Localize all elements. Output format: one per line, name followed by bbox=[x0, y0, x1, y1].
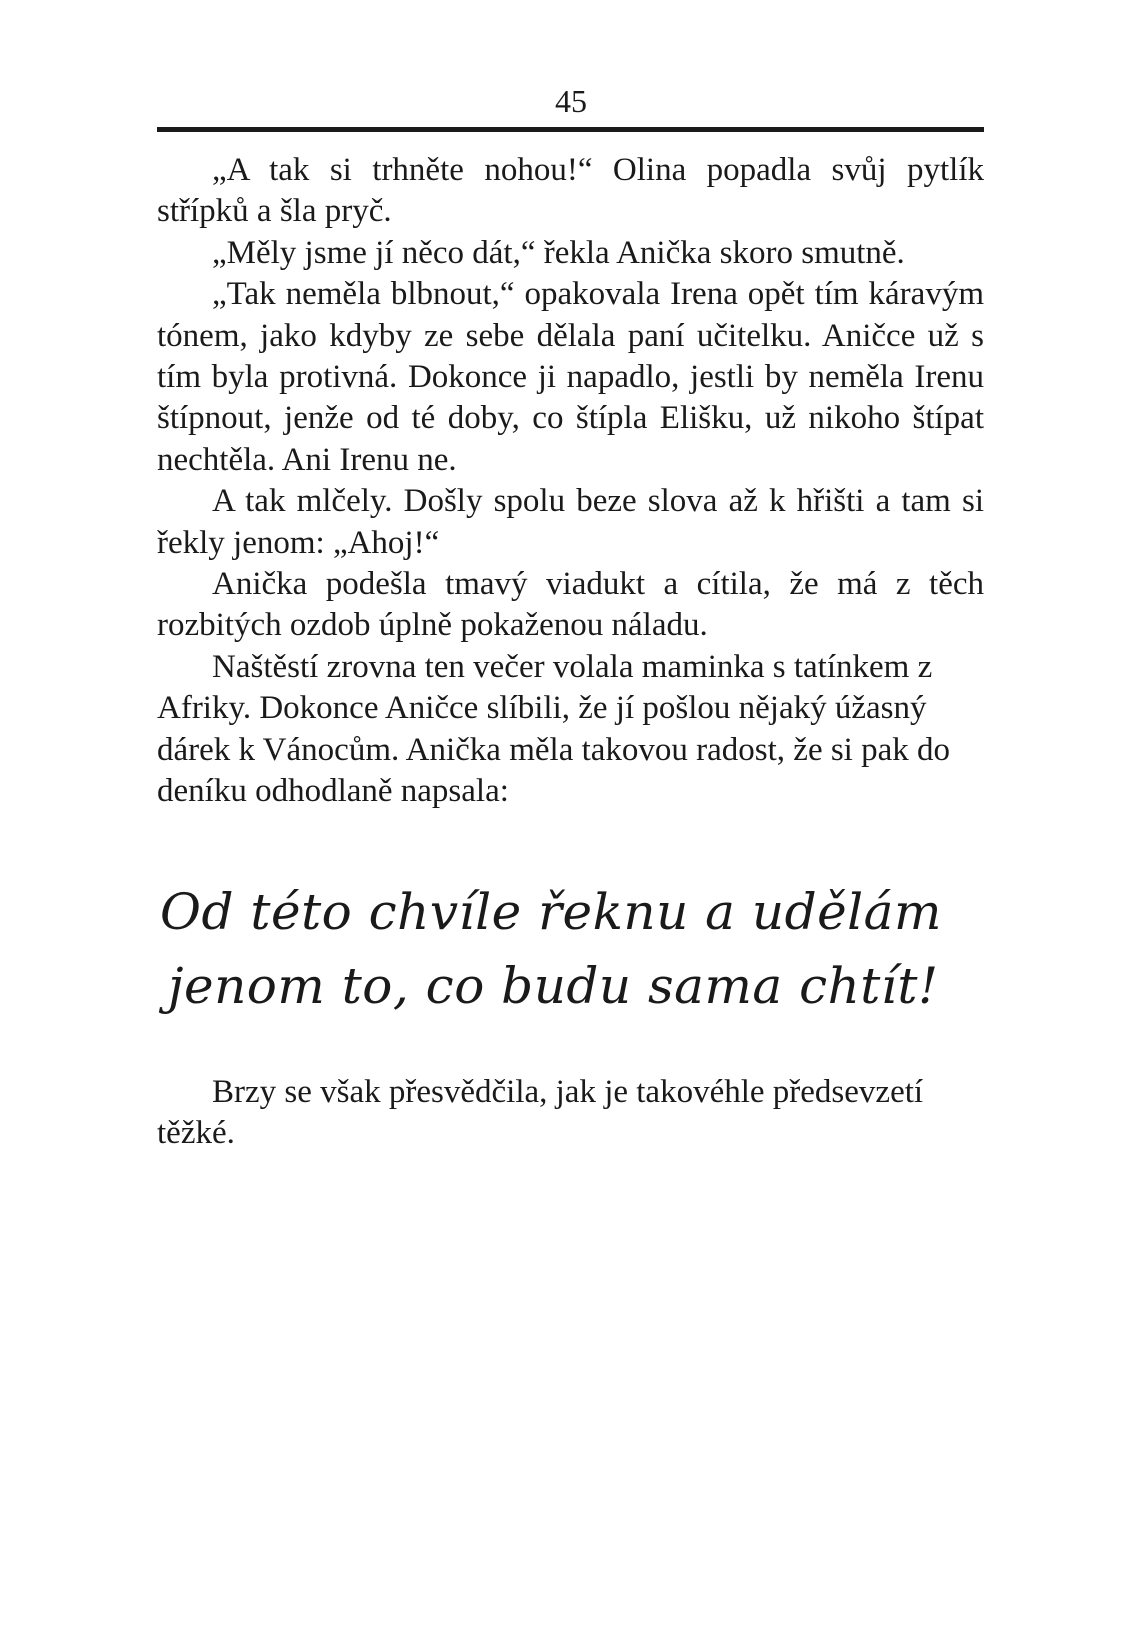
handwritten-line: jenom to, co budu sama chtít! bbox=[168, 957, 939, 1015]
paragraph: „Tak neměla blbnout,“ opakovala Irena opět tím káravým tónem, jako kdyby ze sebe dělala paní učitelku. Aničce už s tím byla protivná. Dokonce ji napadlo, jestli by neměla Irenu štípnout, jenže od té doby, co štípla Elišku, už nikoho štípat nechtěla. Ani Irenu ne. bbox=[157, 276, 984, 478]
paragraph: „Měly jsme jí něco dát,“ řekla Anička skoro smutně. bbox=[212, 234, 905, 271]
paragraph: „A tak si trhněte nohou!“ Olina popadla svůj pytlík střípků a šla pryč. bbox=[157, 152, 984, 230]
handwritten-note bbox=[160, 875, 990, 1023]
closing-text bbox=[157, 1072, 984, 1155]
paragraph: Brzy se však přesvědčila, jak je takovéhle předsevzetí těžké. bbox=[157, 1074, 924, 1152]
paragraph: Naštěstí zrovna ten večer volala maminka s tatínkem z Afriky. Dokonce Aničce slíbili, že jí pošlou nějaký úžasný dárek k Vánocům. Anička měla takovou radost, že si pak do deníku odhodlaně napsala: bbox=[157, 648, 950, 810]
page-number: 45 bbox=[555, 83, 587, 119]
handwritten-line: Od této chvíle řeknu a udělám bbox=[160, 883, 942, 941]
body-text bbox=[157, 150, 984, 813]
header-rule bbox=[157, 127, 984, 132]
paragraph: A tak mlčely. Došly spolu beze slova až k hřišti a tam si řekly jenom: „Ahoj!“ bbox=[157, 483, 984, 561]
paragraph: Anička podešla tmavý viadukt a cítila, že má z těch rozbitých ozdob úplně pokaženou náladu. bbox=[157, 566, 984, 644]
